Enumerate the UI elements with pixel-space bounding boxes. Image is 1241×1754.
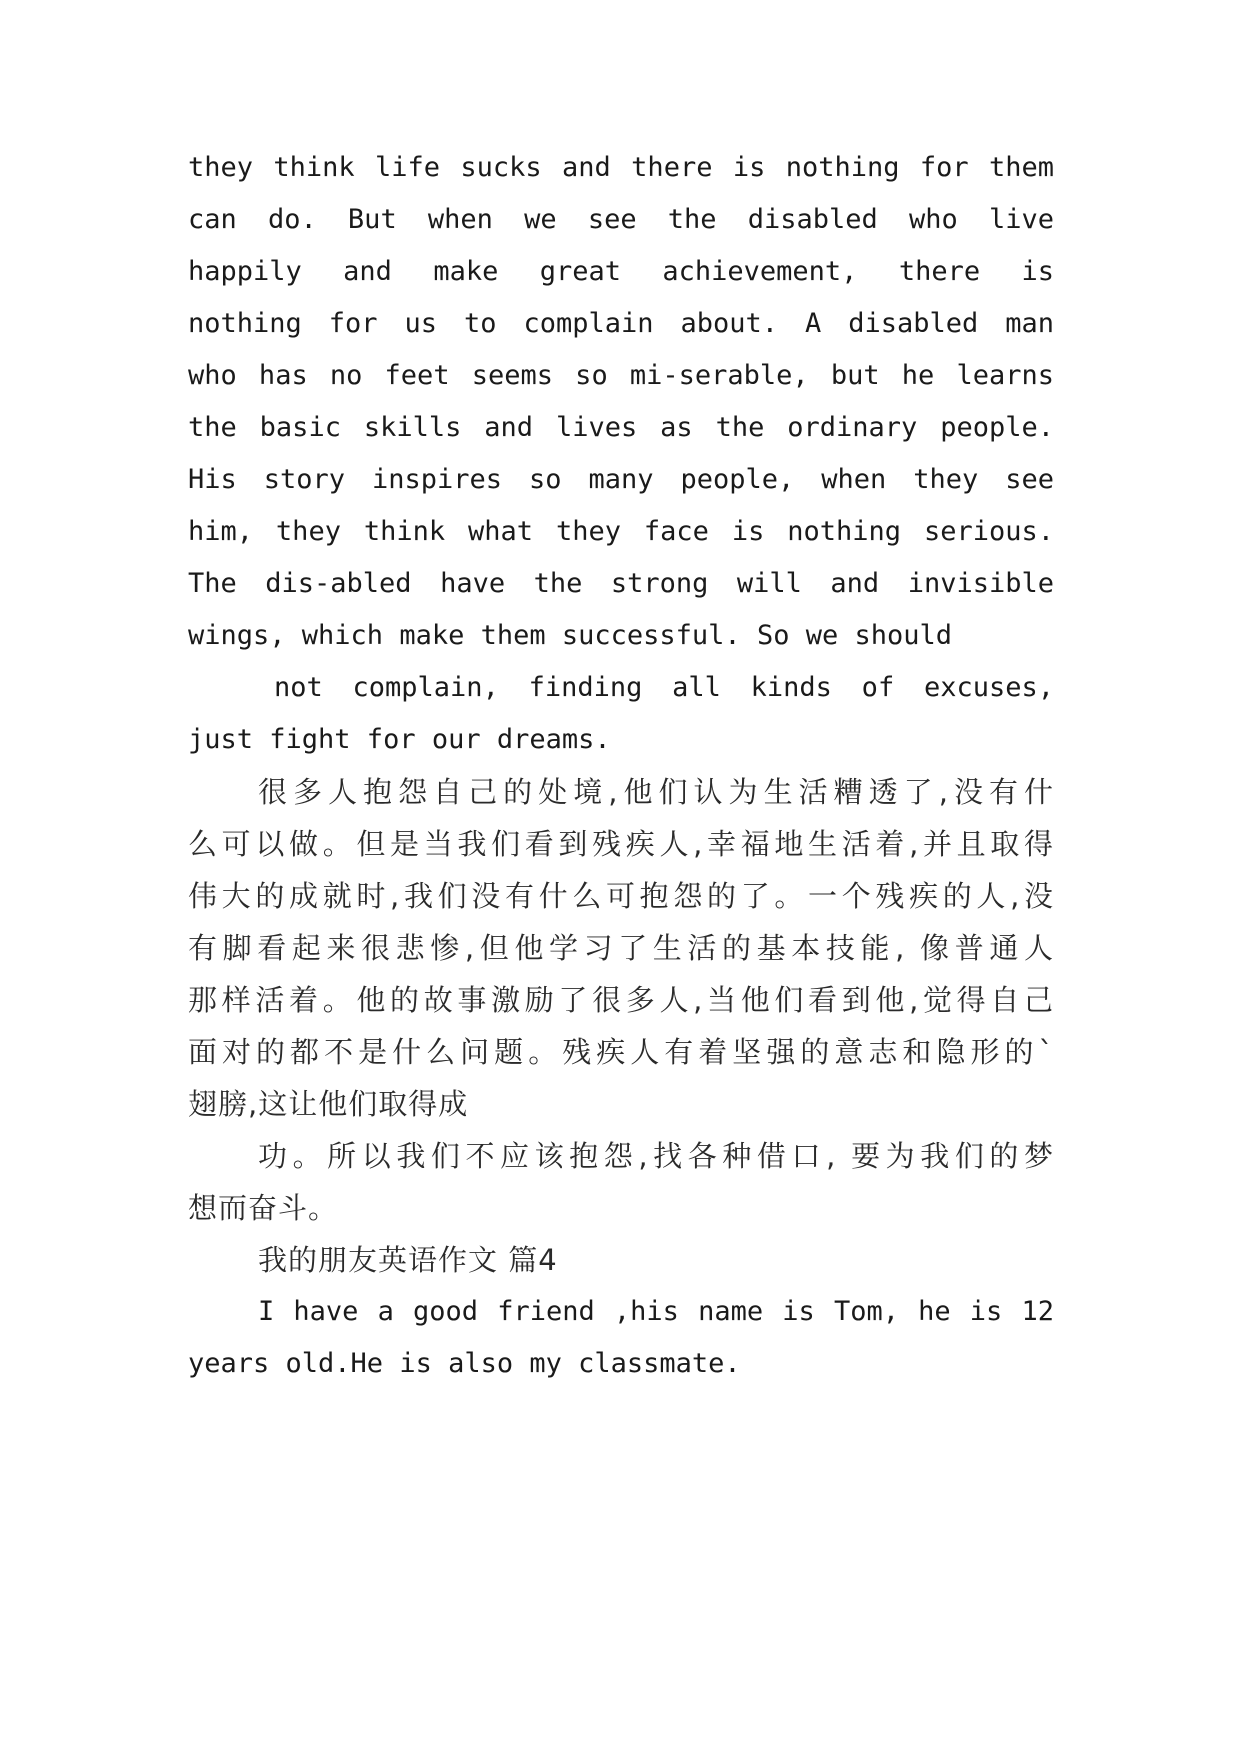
- text-line: The dis-abled have the strong will and invisible: [188, 568, 1054, 599]
- chinese-line: 功。所以我们不应该抱怨,找各种借口, 要为我们的梦: [258, 1139, 1054, 1173]
- chinese-line: 想而奋斗。: [188, 1191, 339, 1225]
- text-line: years old.He is also my classmate.: [188, 1348, 741, 1379]
- chinese-line: 么可以做。但是当我们看到残疾人,幸福地生活着,并且取得: [188, 827, 1054, 861]
- text-line: the basic skills and lives as the ordinary people.: [188, 412, 1054, 443]
- text-line: can do. But when we see the disabled who live: [188, 204, 1054, 235]
- text-line: not complain, finding all kinds of excuses,: [274, 672, 1054, 703]
- text-line: His story inspires so many people, when they see: [188, 464, 1054, 495]
- chinese-line: 很多人抱怨自己的处境,他们认为生活糟透了,没有什: [258, 775, 1054, 809]
- text-line: I have a good friend ,his name is Tom, he is 12: [258, 1296, 1054, 1327]
- text-line: just fight for our dreams.: [188, 724, 611, 755]
- chinese-line: 面对的都不是什么问题。残疾人有着坚强的意志和隐形的`: [188, 1035, 1054, 1069]
- text-line: who has no feet seems so mi-serable, but he learns: [188, 360, 1054, 391]
- chinese-line: 翅膀,这让他们取得成: [188, 1087, 469, 1121]
- chinese-line: 那样活着。他的故事激励了很多人,当他们看到他,觉得自己: [188, 983, 1054, 1017]
- chinese-line: 伟大的成就时,我们没有什么可抱怨的了。一个残疾的人,没: [188, 879, 1054, 913]
- text-line: nothing for us to complain about. A disabled man: [188, 308, 1054, 339]
- text-line: wings, which make them successful. So we should: [188, 620, 953, 651]
- section-heading: 我的朋友英语作文 篇4: [258, 1243, 558, 1277]
- text-line: they think life sucks and there is nothing for them: [188, 152, 1054, 183]
- text-line: happily and make great achievement, there is: [188, 256, 1054, 287]
- chinese-line: 有脚看起来很悲惨,但他学习了生活的基本技能, 像普通人: [188, 931, 1054, 965]
- text-line: him, they think what they face is nothing serious.: [188, 516, 1054, 547]
